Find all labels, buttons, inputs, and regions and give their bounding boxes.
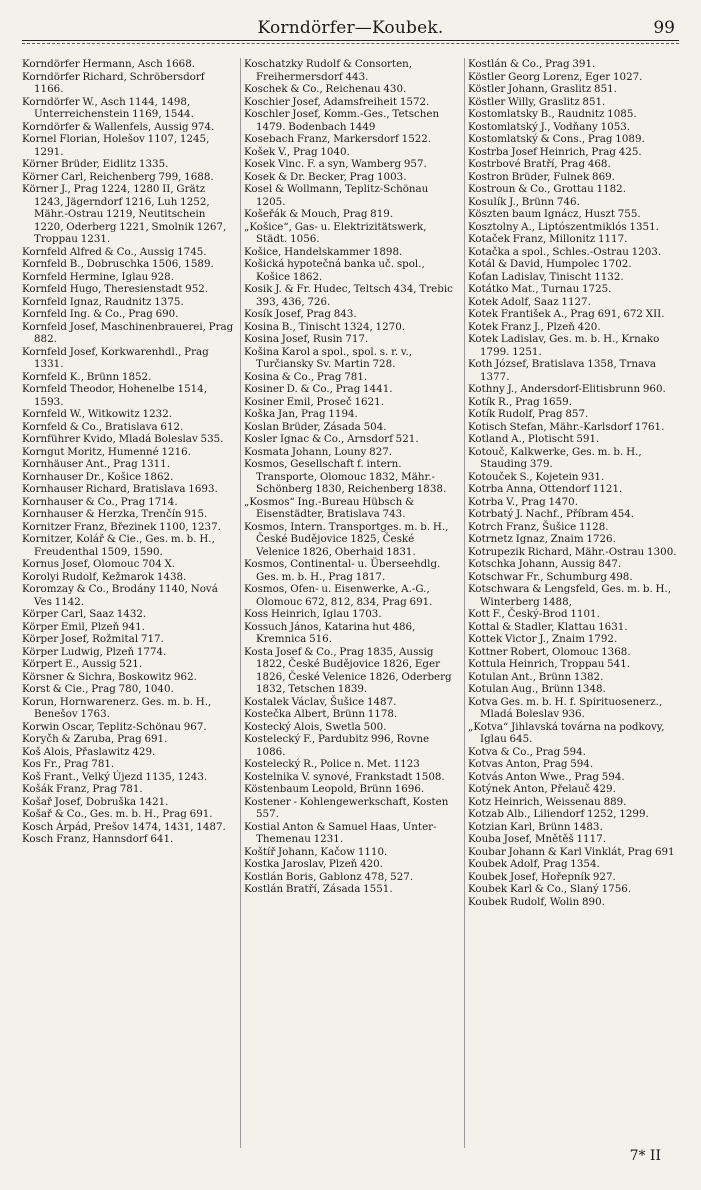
directory-entry: Körper Josef, Rožmital 717. — [22, 633, 164, 645]
directory-entry: Kosik J. & Fr. Hudec, Teltsch 434, Trebic 393, 436, 726. — [244, 283, 453, 308]
directory-entry: Kornfeld Alfred & Co., Aussig 1745. — [22, 245, 207, 258]
directory-entry: Kostrbové Bratří, Prag 468. — [468, 158, 611, 170]
column-3 — [468, 58, 681, 1148]
directory-entry: Kornfeld K., Brünn 1852. — [22, 370, 152, 383]
directory-entry: Korwin Oscar, Teplitz-Schönau 967. — [22, 720, 207, 733]
directory-entry: Koubar Johann & Karl Vinklát, Prag 691 — [468, 845, 675, 858]
directory-entry: Kotek František A., Prag 691, 672 XII. — [468, 308, 665, 320]
directory-entry: Kottal & Stadler, Klattau 1631. — [468, 620, 628, 633]
directory-entry: Kosulík J., Brünn 746. — [468, 195, 580, 208]
directory-entry: Kosík Josef, Prag 843. — [244, 308, 357, 320]
directory-entry: Koš Alois, Přaslawitz 429. — [22, 745, 156, 758]
directory-entry: Körper Carl, Saaz 1432. — [22, 608, 147, 620]
directory-entry: Kostlán & Co., Prag 391. — [468, 58, 596, 70]
directory-entry: Kotík Rudolf, Prag 857. — [468, 408, 589, 420]
directory-entry: Kosina B., Tinischt 1324, 1270. — [244, 320, 406, 333]
directory-entry: Koth József, Bratislava 1358, Trnava 1377. — [468, 358, 657, 383]
directory-entry: Kostomlatský J., Vodňany 1053. — [468, 120, 631, 133]
directory-entry: Koubek Rudolf, Wolin 890. — [468, 895, 605, 908]
directory-entry: Kos Fr., Prag 781. — [22, 758, 115, 770]
directory-entry: Kotek Adolf, Saaz 1127. — [468, 295, 591, 308]
directory-entry: Körner J., Prag 1224, 1280 II, Grätz 1243, Jägerndorf 1216, Luh 1252, Mähr.-Ostrau 1219, Neutitschein 1220, Oderberg 1221, Smolnik 1267, Troppau 1231. — [22, 183, 227, 245]
directory-entry: Košická hypotečná banka uč. spol., Košice 1862. — [244, 258, 425, 283]
directory-entry: Kotva & Co., Prag 594. — [468, 745, 586, 758]
directory-entry: Kornhauser & Herzka, Trenčín 915. — [22, 508, 208, 520]
directory-entry: Korngut Moritz, Humenné 1216. — [22, 445, 191, 458]
directory-entry: Kotz Heinrich, Weissenau 889. — [468, 795, 627, 808]
directory-entry: Kotva Ges. m. b. H. f. Spirituosenerz., Mladá Boleslav 936. — [468, 695, 663, 720]
directory-entry: Kosler Ignac & Co., Arnsdorf 521. — [244, 433, 419, 445]
directory-entry: Kosmos, Intern. Transportges. m. b. H., České Budějovice 1825, České Velenice 1826, Oberhaid 1831. — [244, 520, 449, 558]
directory-entry: Kostelnika V. synové, Frankstadt 1508. — [244, 770, 445, 783]
directory-entry: Kosek & Dr. Becker, Prag 1003. — [244, 170, 407, 183]
directory-entry: Kotýnek Anton, Přelauč 429. — [468, 783, 616, 795]
directory-entry: Košice, Handelskammer 1898. — [244, 245, 403, 258]
directory-entry: Kothny J., Andersdorf-Elitisbrunn 960. — [468, 383, 666, 395]
running-head: Korndörfer—Koubek. — [257, 18, 444, 38]
directory-entry: Körpert E., Aussig 521. — [22, 658, 143, 670]
directory-entry: Korndörfer W., Asch 1144, 1498, Unterreichenstein 1169, 1544. — [22, 95, 194, 120]
directory-entry: Kosek Vinc. F. a syn, Wamberg 957. — [244, 158, 427, 170]
directory-entry: Kotvas Anton, Prag 594. — [468, 758, 594, 770]
directory-entry: Kornhauser & Co., Prag 1714. — [22, 495, 178, 508]
directory-entry: Kotál & David, Humpolec 1702. — [468, 258, 632, 270]
directory-entry: Köstler Johann, Graslitz 851. — [468, 83, 617, 95]
directory-entry: Kotrba V., Prag 1470. — [468, 495, 578, 508]
directory-entry: Kornfeld B., Dobruschka 1506, 1589. — [22, 258, 214, 270]
directory-entry: Kotland A., Plotischt 591. — [468, 433, 600, 445]
directory-entry: Kostelecký R., Police n. Met. 1123 — [244, 758, 420, 770]
directory-entry: Kosiner Emil, Proseč 1621. — [244, 395, 384, 408]
directory-entry: Kornfeld W., Witkowitz 1232. — [22, 408, 173, 420]
directory-entry: Kornus Josef, Olomouc 704 X. — [22, 558, 176, 570]
directory-entry: Kornfeld Josef, Maschinenbrauerei, Prag 882. — [22, 320, 234, 345]
directory-entry: Kotouček S., Kojetein 931. — [468, 470, 605, 483]
directory-entry: Korndörfer & Wallenfels, Aussig 974. — [22, 120, 215, 133]
signature-mark: 7* II — [629, 1148, 661, 1164]
directory-entry: Kostial Anton & Samuel Haas, Unter-Themenau 1231. — [244, 820, 437, 845]
directory-entry: Kornhauser Dr., Košice 1862. — [22, 470, 174, 483]
directory-entry: Korst & Cie., Prag 780, 1040. — [22, 683, 174, 695]
directory-entry: Kotačka a spol., Schles.-Ostrau 1203. — [468, 245, 662, 258]
directory-entry: „Košice“, Gas- u. Elektrizitätswerk, Städt. 1056. — [244, 220, 427, 245]
directory-entry: Kostlán Boris, Gablonz 478, 527. — [244, 870, 414, 883]
directory-entry: Koschier Josef, Adamsfreiheit 1572. — [244, 95, 430, 108]
directory-entry: Kostka Jaroslav, Plzeň 420. — [244, 858, 384, 870]
directory-entry: Körner Brüder, Eidlitz 1335. — [22, 158, 169, 170]
directory-entry: Kornitzer, Kolář & Cie., Ges. m. b. H., Freudenthal 1509, 1590. — [22, 533, 215, 558]
directory-entry: Kottula Heinrich, Troppau 541. — [468, 658, 631, 670]
header-rule — [22, 40, 679, 41]
directory-entry: Kornführer Kvido, Mladá Boleslav 535. — [22, 433, 224, 445]
directory-entry: Koštíř Johann, Kačow 1110. — [244, 845, 388, 858]
directory-entry: Kostroun & Co., Grottau 1182. — [468, 183, 626, 195]
directory-entry: Kottner Robert, Olomouc 1368. — [468, 645, 631, 658]
directory-entry: Kottek Victor J., Znaim 1792. — [468, 633, 618, 645]
directory-entry: Koschatzky Rudolf & Consorten, Freihermersdorf 443. — [244, 58, 413, 83]
directory-entry: Koromzay & Co., Brodány 1140, Nová Ves 1142. — [22, 583, 218, 608]
directory-entry: Kotrba Anna, Ottendorf 1121. — [468, 483, 623, 495]
directory-entry: Kosch Franz, Hannsdorf 641. — [22, 833, 174, 845]
directory-entry: Koubek Adolf, Prag 1354. — [468, 858, 600, 870]
directory-entry: „Kosmos“ Ing.-Bureau Hübsch & Eisenstädter, Bratislava 743. — [244, 495, 415, 520]
directory-entry: Kosiner D. & Co., Prag 1441. — [244, 383, 393, 395]
directory-entry: Kostelecký F., Pardubitz 996, Rovne 1086. — [244, 733, 430, 758]
directory-entry: Koubek Josef, Hořepník 927. — [468, 870, 616, 883]
directory-entry: Kostener - Kohlengewerkschaft, Kosten 557. — [244, 795, 449, 820]
directory-entry: Köstler Georg Lorenz, Eger 1027. — [468, 70, 643, 83]
directory-entry: Kostomlatský & Cons., Prag 1089. — [468, 133, 645, 145]
directory-entry: Kosebach Franz, Markersdorf 1522. — [244, 133, 432, 145]
directory-entry: Kosch Árpád, Prešov 1474, 1431, 1487. — [22, 820, 226, 833]
directory-entry: Koťan Ladislav, Tinischt 1132. — [468, 270, 624, 283]
directory-entry: Kornfeld Theodor, Hohenelbe 1514, 1593. — [22, 383, 208, 408]
directory-entry: Kossuch János, Katarina hut 486, Kremnica 516. — [244, 620, 416, 645]
directory-entry: Kornfeld Hermine, Iglau 928. — [22, 270, 174, 283]
directory-entry: Kosmos, Continental- u. Überseehdlg. Ges. m. b. H., Prag 1817. — [244, 558, 441, 583]
directory-entry: Kornitzer Franz, Březinek 1100, 1237. — [22, 520, 221, 533]
directory-entry: Kotvás Anton Wwe., Prag 594. — [468, 770, 625, 783]
directory-entry: Korun, Hornwarenerz. Ges. m. b. H., Benešov 1763. — [22, 695, 212, 720]
directory-entry: Kornhauser Richard, Bratislava 1693. — [22, 483, 218, 495]
directory-entry: Kotulan Aug., Brünn 1348. — [468, 683, 606, 695]
directory-entry: Körper Ludwig, Plzeň 1774. — [22, 645, 167, 658]
directory-entry: Košák Franz, Prag 781. — [22, 783, 143, 795]
directory-entry: Košina Karol a spol., spol. s. r. v., Turčiansky Sv. Martin 728. — [244, 345, 413, 370]
directory-entry: Köstler Willy, Graslitz 851. — [468, 95, 606, 108]
directory-entry: Kostron Brüder, Fulnek 869. — [468, 170, 615, 183]
directory-entry: Košař Josef, Dobruška 1421. — [22, 795, 169, 808]
directory-entry: Košeřák & Mouch, Prag 819. — [244, 208, 394, 220]
directory-entry: Kosta Josef & Co., Prag 1835, Aussig 1822, České Budějovice 1826, Eger 1826, České Velenice 1826, Oderberg 1832, Tetschen 1839. — [244, 645, 452, 695]
directory-entry: Kosina Josef, Rusin 717. — [244, 333, 369, 345]
directory-entry: Koubek Karl & Co., Slaný 1756. — [468, 883, 632, 895]
directory-entry: Kotzian Karl, Brünn 1483. — [468, 820, 603, 833]
directory-entry: Kosmos, Ofen- u. Eisenwerke, A.-G., Olomouc 672, 812, 834, Prag 691. — [244, 583, 433, 608]
directory-entry: Kostecký Alois, Swetla 500. — [244, 720, 387, 733]
directory-entry: Kosina & Co., Prag 781. — [244, 370, 368, 383]
header-dashed-rule — [22, 43, 679, 44]
directory-entry: Kornfeld Josef, Korkwarenhdl., Prag 1331. — [22, 345, 209, 370]
directory-entry: Kotschwar Fr., Schumburg 498. — [468, 570, 633, 583]
directory-entry: Koška Jan, Prag 1194. — [244, 408, 358, 420]
directory-entry: Kostlán Bratří, Zásada 1551. — [244, 883, 393, 895]
column-1 — [22, 58, 235, 1148]
directory-entry: Košař & Co., Ges. m. b. H., Prag 691. — [22, 808, 213, 820]
columns — [22, 58, 682, 1148]
directory-entry: Kotátko Mat., Turnau 1725. — [468, 283, 612, 295]
directory-entry: Kotek Ladislav, Ges. m. b. H., Krnako 1799. 1251. — [468, 333, 660, 358]
directory-entry: Kotschwara & Lengsfeld, Ges. m. b. H., Winterberg 1488, — [468, 583, 672, 608]
directory-entry: Kott F., Český-Brod 1101. — [468, 608, 600, 620]
directory-entry: Koschler Josef, Komm.-Ges., Tetschen 1479. Bodenbach 1449 — [244, 108, 440, 133]
directory-entry: Koryčh & Zaruba, Prag 691. — [22, 733, 168, 745]
directory-entry: Košek V., Prag 1040. — [244, 145, 350, 158]
directory-entry: Kotík R., Prag 1659. — [468, 395, 572, 408]
directory-entry: Kornfeld Hugo, Theresienstadt 952. — [22, 283, 209, 295]
directory-entry: Kotrnetz Ignaz, Znaim 1726. — [468, 533, 616, 545]
directory-entry: Kotzab Alb., Liliendorf 1252, 1299. — [468, 808, 649, 820]
directory-entry: Kostalek Václav, Šušice 1487. — [244, 695, 397, 708]
directory-entry: Körper Emil, Plzeň 941. — [22, 620, 145, 633]
directory-entry: Kornfeld Ing. & Co., Prag 690. — [22, 308, 179, 320]
directory-entry: Kotschka Johann, Aussig 847. — [468, 558, 622, 570]
directory-entry: Körsner & Sichra, Boskowitz 962. — [22, 670, 197, 683]
directory-entry: Kostrba Josef Heinrich, Prag 425. — [468, 145, 642, 158]
directory-entry: Kosztolny A., Liptószentmiklós 1351. — [468, 220, 659, 233]
directory-entry: Koss Heinrich, Iglau 1703. — [244, 608, 382, 620]
directory-entry: Kostomlatsky B., Raudnitz 1085. — [468, 108, 637, 120]
directory-entry: Kouba Josef, Mnětěš 1117. — [468, 833, 606, 845]
directory-entry: Kornfeld & Co., Bratislava 612. — [22, 420, 184, 433]
directory-entry: Kotrupezik Richard, Mähr.-Ostrau 1300. — [468, 545, 677, 558]
directory-entry: Koschek & Co., Reichenau 430. — [244, 83, 407, 95]
directory-entry: Kotaček Franz, Millonitz 1117. — [468, 233, 628, 245]
directory-entry: Kotouč, Kalkwerke, Ges. m. b. H., Stauding 379. — [468, 445, 642, 470]
directory-entry: Korolyi Rudolf, Kežmarok 1438. — [22, 570, 187, 583]
directory-entry: Kotisch Stefan, Mähr.-Karlsdorf 1761. — [468, 420, 665, 433]
directory-entry: Kornhäuser Ant., Prag 1311. — [22, 458, 171, 470]
directory-entry: Kosmata Johann, Louny 827. — [244, 445, 393, 458]
directory-entry: Korndörfer Hermann, Asch 1668. — [22, 58, 196, 70]
directory-entry: Kotulan Ant., Brünn 1382. — [468, 670, 604, 683]
directory-entry: Kosel & Wollmann, Teplitz-Schönau 1205. — [244, 183, 429, 208]
directory-entry: Kotek Franz J., Plzeň 420. — [468, 320, 601, 333]
directory-entry: Korndörfer Richard, Schröbersdorf 1166. — [22, 70, 205, 95]
page-number: 99 — [653, 18, 675, 38]
directory-entry: Kornfeld Ignaz, Raudnitz 1375. — [22, 295, 184, 308]
directory-entry: Kostečka Albert, Brünn 1178. — [244, 708, 398, 720]
directory-entry: Köszten baum Ignácz, Huszt 755. — [468, 208, 641, 220]
directory-entry: Koš Frant., Velký Újezd 1135, 1243. — [22, 770, 208, 783]
column-2 — [244, 58, 457, 1148]
directory-entry: Kotrch Franz, Šušice 1128. — [468, 520, 609, 533]
directory-entry: Kornel Florian, Holešov 1107, 1245, 1291. — [22, 133, 210, 158]
directory-entry: Koslan Brüder, Zásada 504. — [244, 420, 387, 433]
directory-entry: Kosmos, Gesellschaft f. intern. Transporte, Olomouc 1832, Mähr.-Schönberg 1830, Reichenberg 1838. — [244, 458, 447, 495]
directory-entry: Kotrbatý J. Nachf., Příbram 454. — [468, 508, 635, 520]
directory-entry: Köstenbaum Leopold, Brünn 1696. — [244, 783, 425, 795]
directory-entry: Körner Carl, Reichenberg 799, 1688. — [22, 170, 214, 183]
directory-entry: „Kotva“ Jihlavská továrna na podkovy, Iglau 645. — [468, 720, 665, 745]
